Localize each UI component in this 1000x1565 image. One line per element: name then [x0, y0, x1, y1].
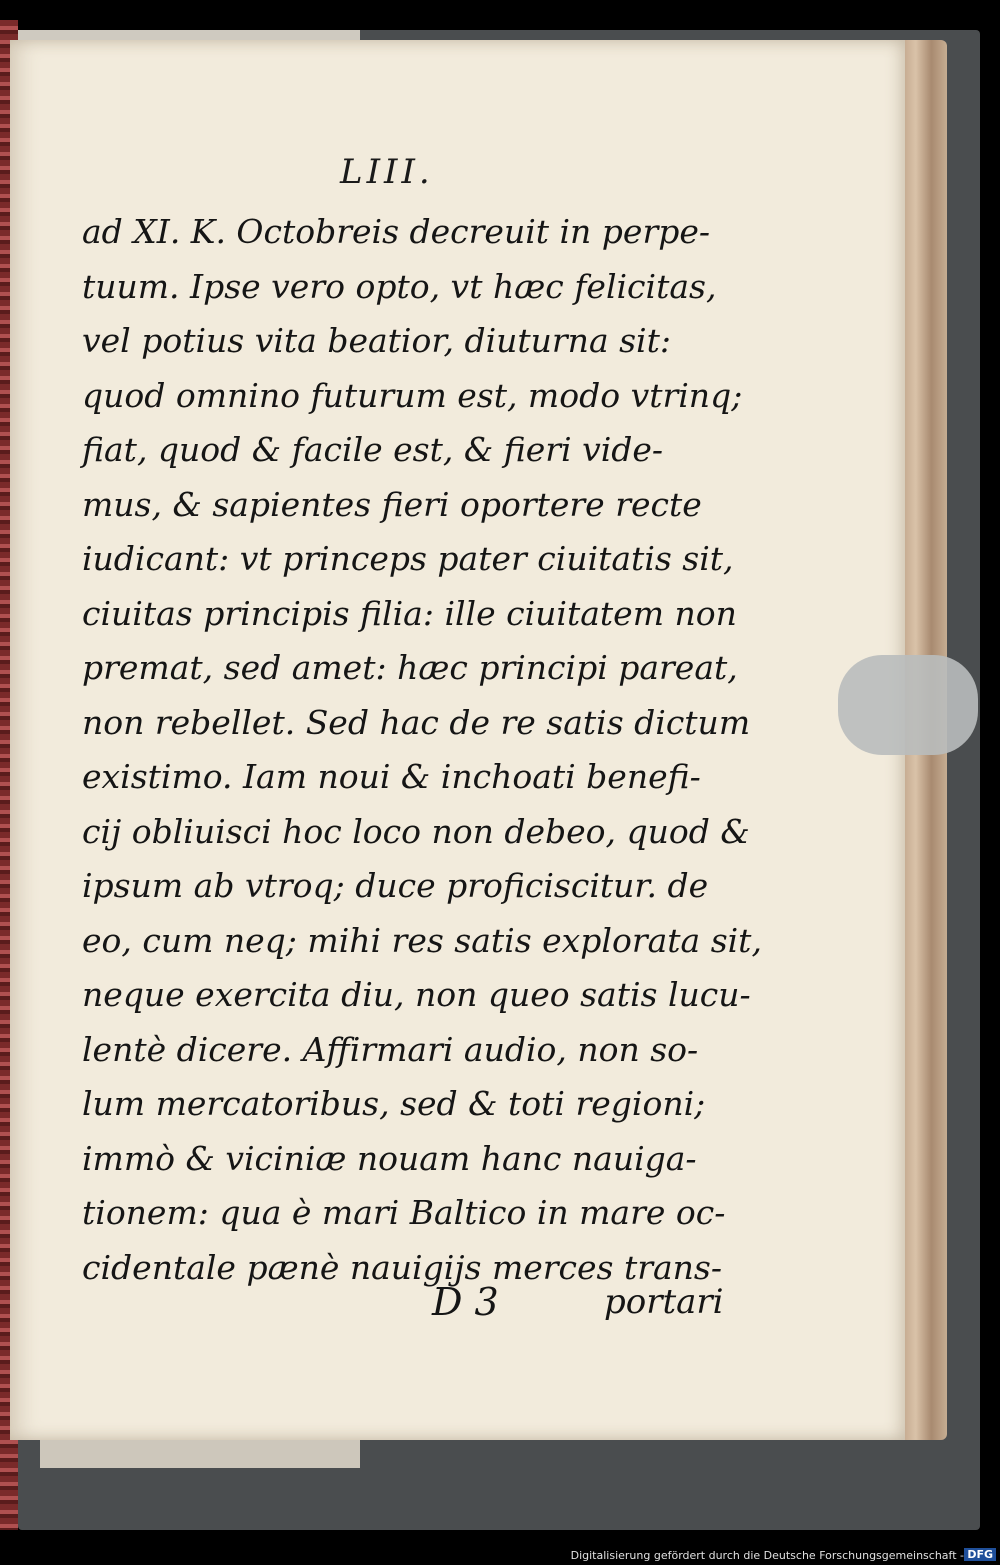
page-holder-clip: [838, 655, 978, 755]
text-line: vel potius vita beatior, diuturna sit:: [82, 321, 671, 360]
text-line: ipsum ab vtroq; duce proficiscitur. de: [82, 866, 709, 905]
text-line: iudicant: vt princeps pater ciuitatis sit,: [82, 539, 734, 578]
text-line: ciuitas principis filia: ille ciuitatem non: [82, 593, 737, 633]
text-line: non rebellet. Sed hac de re satis dictum: [82, 702, 751, 742]
text-line: premat, sed amet: hæc principi pareat,: [82, 648, 738, 687]
text-line: lentè dicere. Affirmari audio, non so-: [82, 1029, 699, 1069]
text-line: immò & viciniæ nouam hanc nauiga-: [82, 1138, 697, 1178]
text-line: mus, & sapientes fieri oportere recte: [82, 484, 702, 524]
catchword: portari: [604, 1282, 724, 1322]
text-line: tionem: qua è mari Baltico in mare oc-: [82, 1193, 726, 1232]
signature-mark: D 3: [432, 1280, 499, 1324]
text-line: neque exercita diu, non queo satis lucu-: [82, 975, 751, 1014]
page-header-folio: LIII.: [340, 152, 434, 192]
text-line: cij obliuisci hoc loco non debeo, quod &: [82, 811, 750, 851]
text-line: cidentale pænè nauigijs merces trans-: [82, 1247, 723, 1287]
text-line: eo, cum neq; mihi res satis explorata sit,: [82, 920, 762, 960]
text-line: fiat, quod & facile est, & fieri vide-: [82, 430, 664, 469]
text-line: quod omnino futurum est, modo vtrinq;: [82, 375, 743, 415]
text-line: ad XI. K. Octobreis decreuit in perpe-: [82, 212, 711, 251]
dfg-logo: DFG: [964, 1548, 996, 1561]
text-line: existimo. Iam noui & inchoati benefi-: [82, 757, 701, 796]
footer-credit: Digitalisierung gefördert durch die Deutsche Forschungsgemeinschaft -: [570, 1549, 964, 1562]
text-line: lum mercatoribus, sed & toti regioni;: [82, 1084, 706, 1123]
text-line: tuum. Ipse vero opto, vt hæc felicitas,: [82, 266, 717, 306]
page-text-body: [82, 205, 762, 1295]
